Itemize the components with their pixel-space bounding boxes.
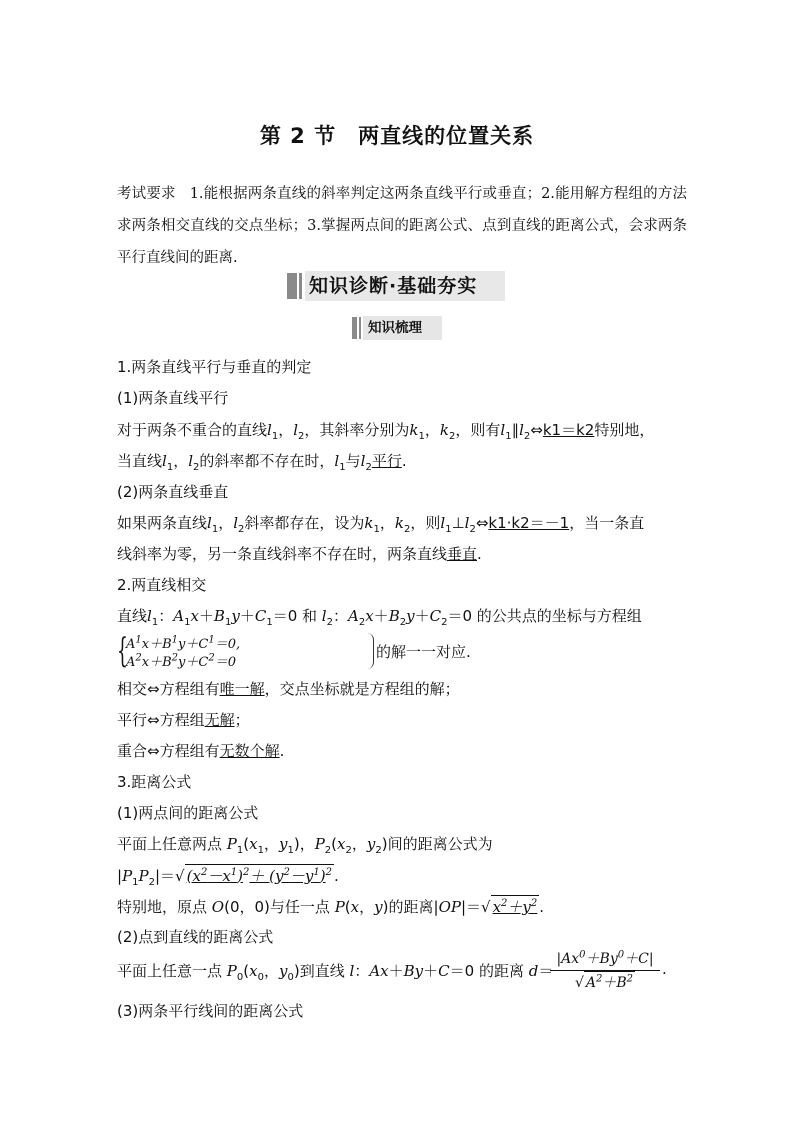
text: 平面上任意一点 xyxy=(117,962,223,980)
text: 到直线 xyxy=(299,962,345,980)
text: 对于两条不重合的直线 xyxy=(117,421,268,439)
text: ，当一条直 xyxy=(569,514,645,532)
text: 的距离 xyxy=(388,898,434,916)
s3-p1-special: 特别地，原点 O(0，0)与任一点 P(x，y)的距离|OP|＝√ $x^2+y^2$ . xyxy=(117,895,697,917)
banner-bar xyxy=(287,273,297,299)
period: . xyxy=(662,960,667,978)
answer-unique-solution: 唯一解 xyxy=(219,680,265,698)
s1-p1-line1: 对于两条不重合的直线$l_1$，$l_2$，其斜率分别为$k_1$，$k_2$，则有$l_1\parallel l_2\Leftrightarrow k1=k2$特别地， xyxy=(117,421,655,442)
s1-p1-heading: (1)两条直线平行 xyxy=(117,389,229,407)
section2-heading: 2.两直线相交 xyxy=(117,576,207,594)
fraction-numerator: $|Ax^0+By^0+C|$ xyxy=(550,948,660,971)
answer-k1k2-neg1: k1·k2＝－1 xyxy=(488,514,570,532)
subheading-box xyxy=(352,316,442,340)
text: 直线 xyxy=(117,607,148,625)
s2-intersect-line xyxy=(117,678,697,699)
text: 特别地， xyxy=(594,421,655,439)
answer-no-solution: 无解 xyxy=(204,711,235,729)
equation-row-1: $A^1x+B^1y+C^1=0$, xyxy=(126,634,241,652)
exam-requirement xyxy=(117,178,687,274)
text: 的斜率都不存在时， xyxy=(199,452,335,470)
text: 重合⇔方程组有 xyxy=(117,742,220,760)
subheading-bar xyxy=(352,317,357,339)
point-line-distance xyxy=(117,948,717,994)
section3-heading: 3.距离公式 xyxy=(117,773,192,791)
right-bracket xyxy=(367,633,374,669)
s3-p3-heading: (3)两条平行线间的距离公式 xyxy=(117,1002,304,1020)
s2-line1: 直线$l_1$：$A_1x+B_1y+C_1=0$ 和 $l_2$：$A_2x+B_2y+C_2=0$ 的公共点的坐标与方程组 xyxy=(117,607,642,628)
s1-p2-heading: (2)两条直线垂直 xyxy=(117,483,229,501)
s3-p1-heading: (1)两点间的距离公式 xyxy=(117,804,259,822)
exam-requirement-label: 考试要求 xyxy=(117,186,176,202)
two-point-distance-formula: $|P_1P_2|=√$ $(x^2-x^1)^2+ (y^2-y^1)^2$ . xyxy=(117,864,697,886)
section-banner xyxy=(287,271,505,301)
s2-parallel-line: 平行⇔方程组无解； xyxy=(117,711,250,729)
text: ，则 xyxy=(410,514,441,532)
equation-system xyxy=(117,631,471,671)
section1-heading: 1.两条直线平行与垂直的判定 xyxy=(117,358,312,376)
text: 特别地，原点 xyxy=(117,898,208,916)
page-title: 第 2 节 两直线的位置关系 xyxy=(259,124,535,148)
point-line-text: 平面上任意一点 $P_0(x_0$，$y_0$)到直线 l：Ax＋By＋C＝0 的距离 d＝ xyxy=(117,962,554,983)
text: 当直线 xyxy=(117,452,163,470)
text: 的距离 xyxy=(478,962,524,980)
s1-p1-line2: 当直线$l_1$，$l_2$的斜率都不存在时，$l_1$与$l_2$平行. xyxy=(117,452,407,473)
text: 间的距离公式为 xyxy=(387,835,493,853)
text: 与任一点 xyxy=(269,898,330,916)
text: 相交⇔方程组有 xyxy=(117,680,220,698)
answer-infinite-solutions: 无数个解 xyxy=(219,742,280,760)
text: 平行⇔方程组 xyxy=(117,711,205,729)
text: 斜率都存在，设为 xyxy=(244,514,365,532)
s1-p2-line2: 线斜率为零，另一条直线斜率不存在时，两条直线垂直. xyxy=(117,545,482,563)
s3-p2-heading: (2)点到直线的距离公式 xyxy=(117,928,274,946)
text: ，其斜率分别为 xyxy=(304,421,410,439)
fraction xyxy=(550,948,660,994)
system-after-text: 的解一一对应. xyxy=(376,643,471,661)
text: 的公共点的坐标与方程组 xyxy=(476,607,642,625)
subheading-bar-thin xyxy=(359,317,361,339)
text: 平面上任意两点 xyxy=(117,835,223,853)
subheading-text: 知识梳理 xyxy=(368,320,422,336)
text: ，交点坐标就是方程组的解； xyxy=(264,680,460,698)
s2-coincide-line: 重合⇔方程组有无数个解. xyxy=(117,742,285,760)
banner-text: 知识诊断·基础夯实 xyxy=(309,275,478,297)
equation-row-2: $A^2x+B^2y+C^2=0$ xyxy=(126,652,236,670)
s3-p1-line1: 平面上任意两点 $P_1(x_1$，$y_1$)，$P_2(x_2$，$y_2$)间的距离公式为 xyxy=(117,835,493,856)
answer-k1-eq-k2: k1＝k2 xyxy=(542,421,595,439)
fraction-denominator: √ $A^2+B^2$ xyxy=(550,971,660,994)
text: 如果两条直线 xyxy=(117,514,208,532)
answer-perpendicular: 垂直 xyxy=(447,545,478,563)
sqrt-radicand: $(x^2-x^1)^2+ (y^2-y^1)^2$ xyxy=(185,864,334,886)
left-brace: { xyxy=(117,631,128,671)
exam-requirement-text: 1.能根据两条直线的斜率判定这两条直线平行或垂直；2.能用解方程组的方法求两条相交直线的交点坐标；3.掌握两点间的距离公式、点到直线的距离公式，会求两条平行直线间的距离. xyxy=(117,186,687,266)
answer-parallel: 平行 xyxy=(371,452,402,470)
s1-p2-line1: 如果两条直线$l_1$，$l_2$斜率都存在，设为$k_1$，$k_2$，则$l_1\perp l_2\Leftrightarrow k1\cdot k2=-1$，当一条直 xyxy=(117,514,645,535)
text: 线斜率为零，另一条直线斜率不存在时，两条直线 xyxy=(117,545,448,563)
sqrt-radicand-origin: $x^2+y^2$ xyxy=(491,895,540,917)
text: ，则有 xyxy=(455,421,501,439)
banner-bar-thin xyxy=(299,273,302,299)
